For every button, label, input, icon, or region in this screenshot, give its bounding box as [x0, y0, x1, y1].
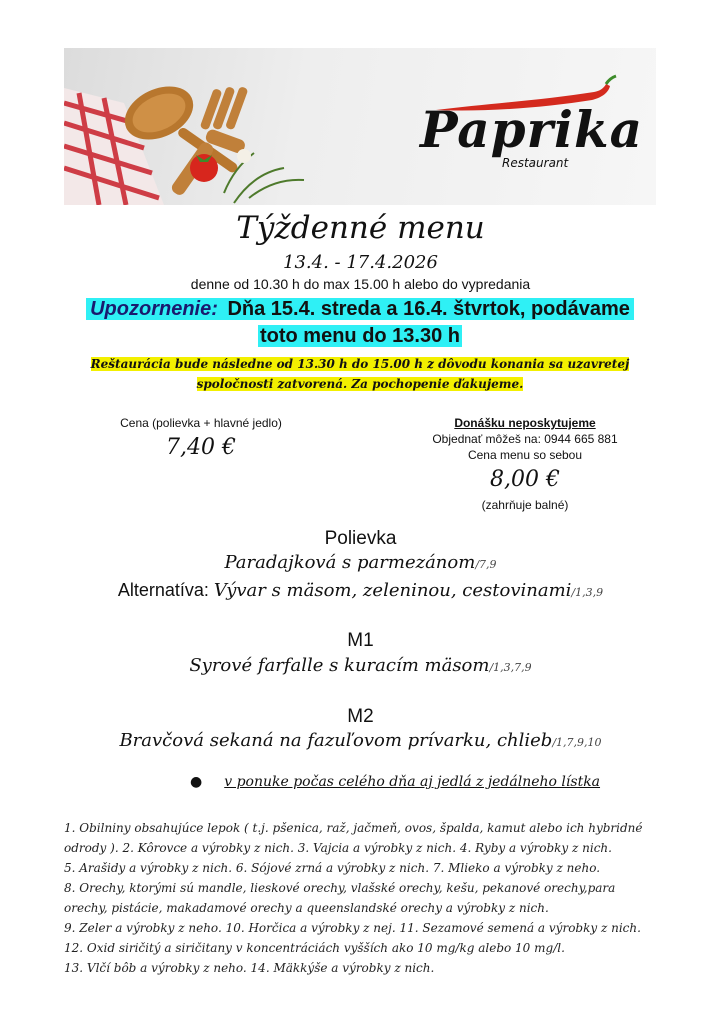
warning-lead: Upozornenie: — [90, 298, 218, 320]
opening-hours: denne od 10.30 h do max 15.00 h alebo do vypredania — [190, 276, 531, 292]
takeaway-label: Cena menu so sebou — [467, 448, 583, 462]
allergen-line: 5. Arašidy a výrobky z nich. 6. Sójové zrná a výrobky z nich. 7. Mlieko a výrobky z neho. — [64, 861, 601, 875]
herbs-icon — [224, 153, 304, 203]
garlic-icon — [237, 149, 251, 163]
chili-stem-icon — [606, 76, 616, 84]
m1-heading: M1 — [347, 630, 374, 651]
soup-allergens: /7,9 — [475, 558, 497, 571]
allergen-line: odrody ). 2. Kôrovce a výrobky z nich. 3. Vajcia a výrobky z nich. 4. Ryby a výrobky z nich. — [64, 841, 612, 855]
allergen-line: 13. Vlčí bôb a výrobky z neho. 14. Mäkkýše a výrobky z nich. — [64, 961, 435, 975]
warning-line1: Dňa 15.4. streda a 16.4. štvrtok, podávame — [227, 298, 630, 320]
bullet-icon: ● — [190, 774, 203, 790]
m2-allergens: /1,7,9,10 — [552, 736, 602, 749]
closure-note-line2: spoločnosti zatvorená. Za pochopenie ďakujeme. — [196, 377, 524, 391]
tomato-icon — [190, 154, 218, 182]
page-title: Týždenné menu — [236, 210, 485, 246]
header-banner — [64, 48, 656, 205]
packaging-note: (zahrňuje balné) — [481, 498, 569, 512]
m2-heading: M2 — [347, 706, 374, 727]
alternative-label: Alternatíva: — [117, 580, 214, 600]
price-dine-in — [96, 415, 306, 465]
allergen-line: 1. Obilniny obsahujúce lepok ( t.j. pšenica, raž, jačmeň, ovos, špalda, kamut alebo ich hybridné — [64, 821, 643, 835]
soup-heading: Polievka — [324, 528, 397, 549]
closure-note-line1: Reštaurácia bude následne od 13.30 h do 15.00 h z dôvodu konania sa uzavretej — [90, 357, 630, 371]
soup-dish — [0, 552, 721, 573]
soup-dish-name: Paradajková s parmezánom — [224, 552, 476, 573]
m1-dish-name: Syrové farfalle s kuracím mäsom — [189, 655, 490, 676]
allergen-line: orechy, pistácie, makadamové orechy a queenslandské orechy a výrobky z nich. — [64, 901, 549, 915]
closure-note — [64, 354, 656, 394]
delivery-note: Donášku neposkytujeme — [454, 416, 596, 430]
takeaway-price: 8,00 € — [490, 467, 560, 492]
menu-availability-note — [190, 774, 600, 790]
m2-dish-name: Bravčová sekaná na fazuľovom prívarku, chlieb — [119, 730, 553, 751]
availability-text: v ponuke počas celého dňa aj jedlá z jedálneho lístka — [224, 774, 601, 790]
warning-line2: toto menu do 13.30 h — [259, 325, 461, 347]
warning-notice — [74, 296, 646, 350]
soup-alternative — [0, 580, 721, 601]
allergen-list — [64, 818, 664, 978]
m1-allergens: /1,3,7,9 — [489, 661, 532, 674]
logo-text: Paprika — [420, 100, 643, 159]
price-label: Cena (polievka + hlavné jedlo) — [120, 416, 282, 430]
alternative-allergens: /1,3,9 — [571, 586, 604, 599]
logo-subtitle: Restaurant — [502, 156, 569, 170]
allergen-line: 12. Oxid siričitý a siričitany v koncentráciách vyšších ako 10 mg/kg alebo 10 mg/l. — [64, 941, 565, 955]
date-range: 13.4. - 17.4.2026 — [283, 252, 438, 273]
order-phone: Objednať môžeš na: 0944 665 881 — [432, 432, 618, 446]
price-value: 7,40 € — [166, 435, 236, 460]
m2-dish — [0, 730, 721, 751]
m1-dish — [0, 655, 721, 676]
alternative-dish: Vývar s mäsom, zeleninou, cestovinami — [213, 580, 572, 601]
allergen-line: 9. Zeler a výrobky z neho. 10. Horčica a výrobky z nej. 11. Sezamové semená a výrobky z nich. — [64, 921, 641, 935]
price-takeaway — [412, 415, 638, 513]
allergen-line: 8. Orechy, ktorými sú mandle, lieskové orechy, vlašské orechy, kešu, pekanové orechy,para — [64, 881, 616, 895]
